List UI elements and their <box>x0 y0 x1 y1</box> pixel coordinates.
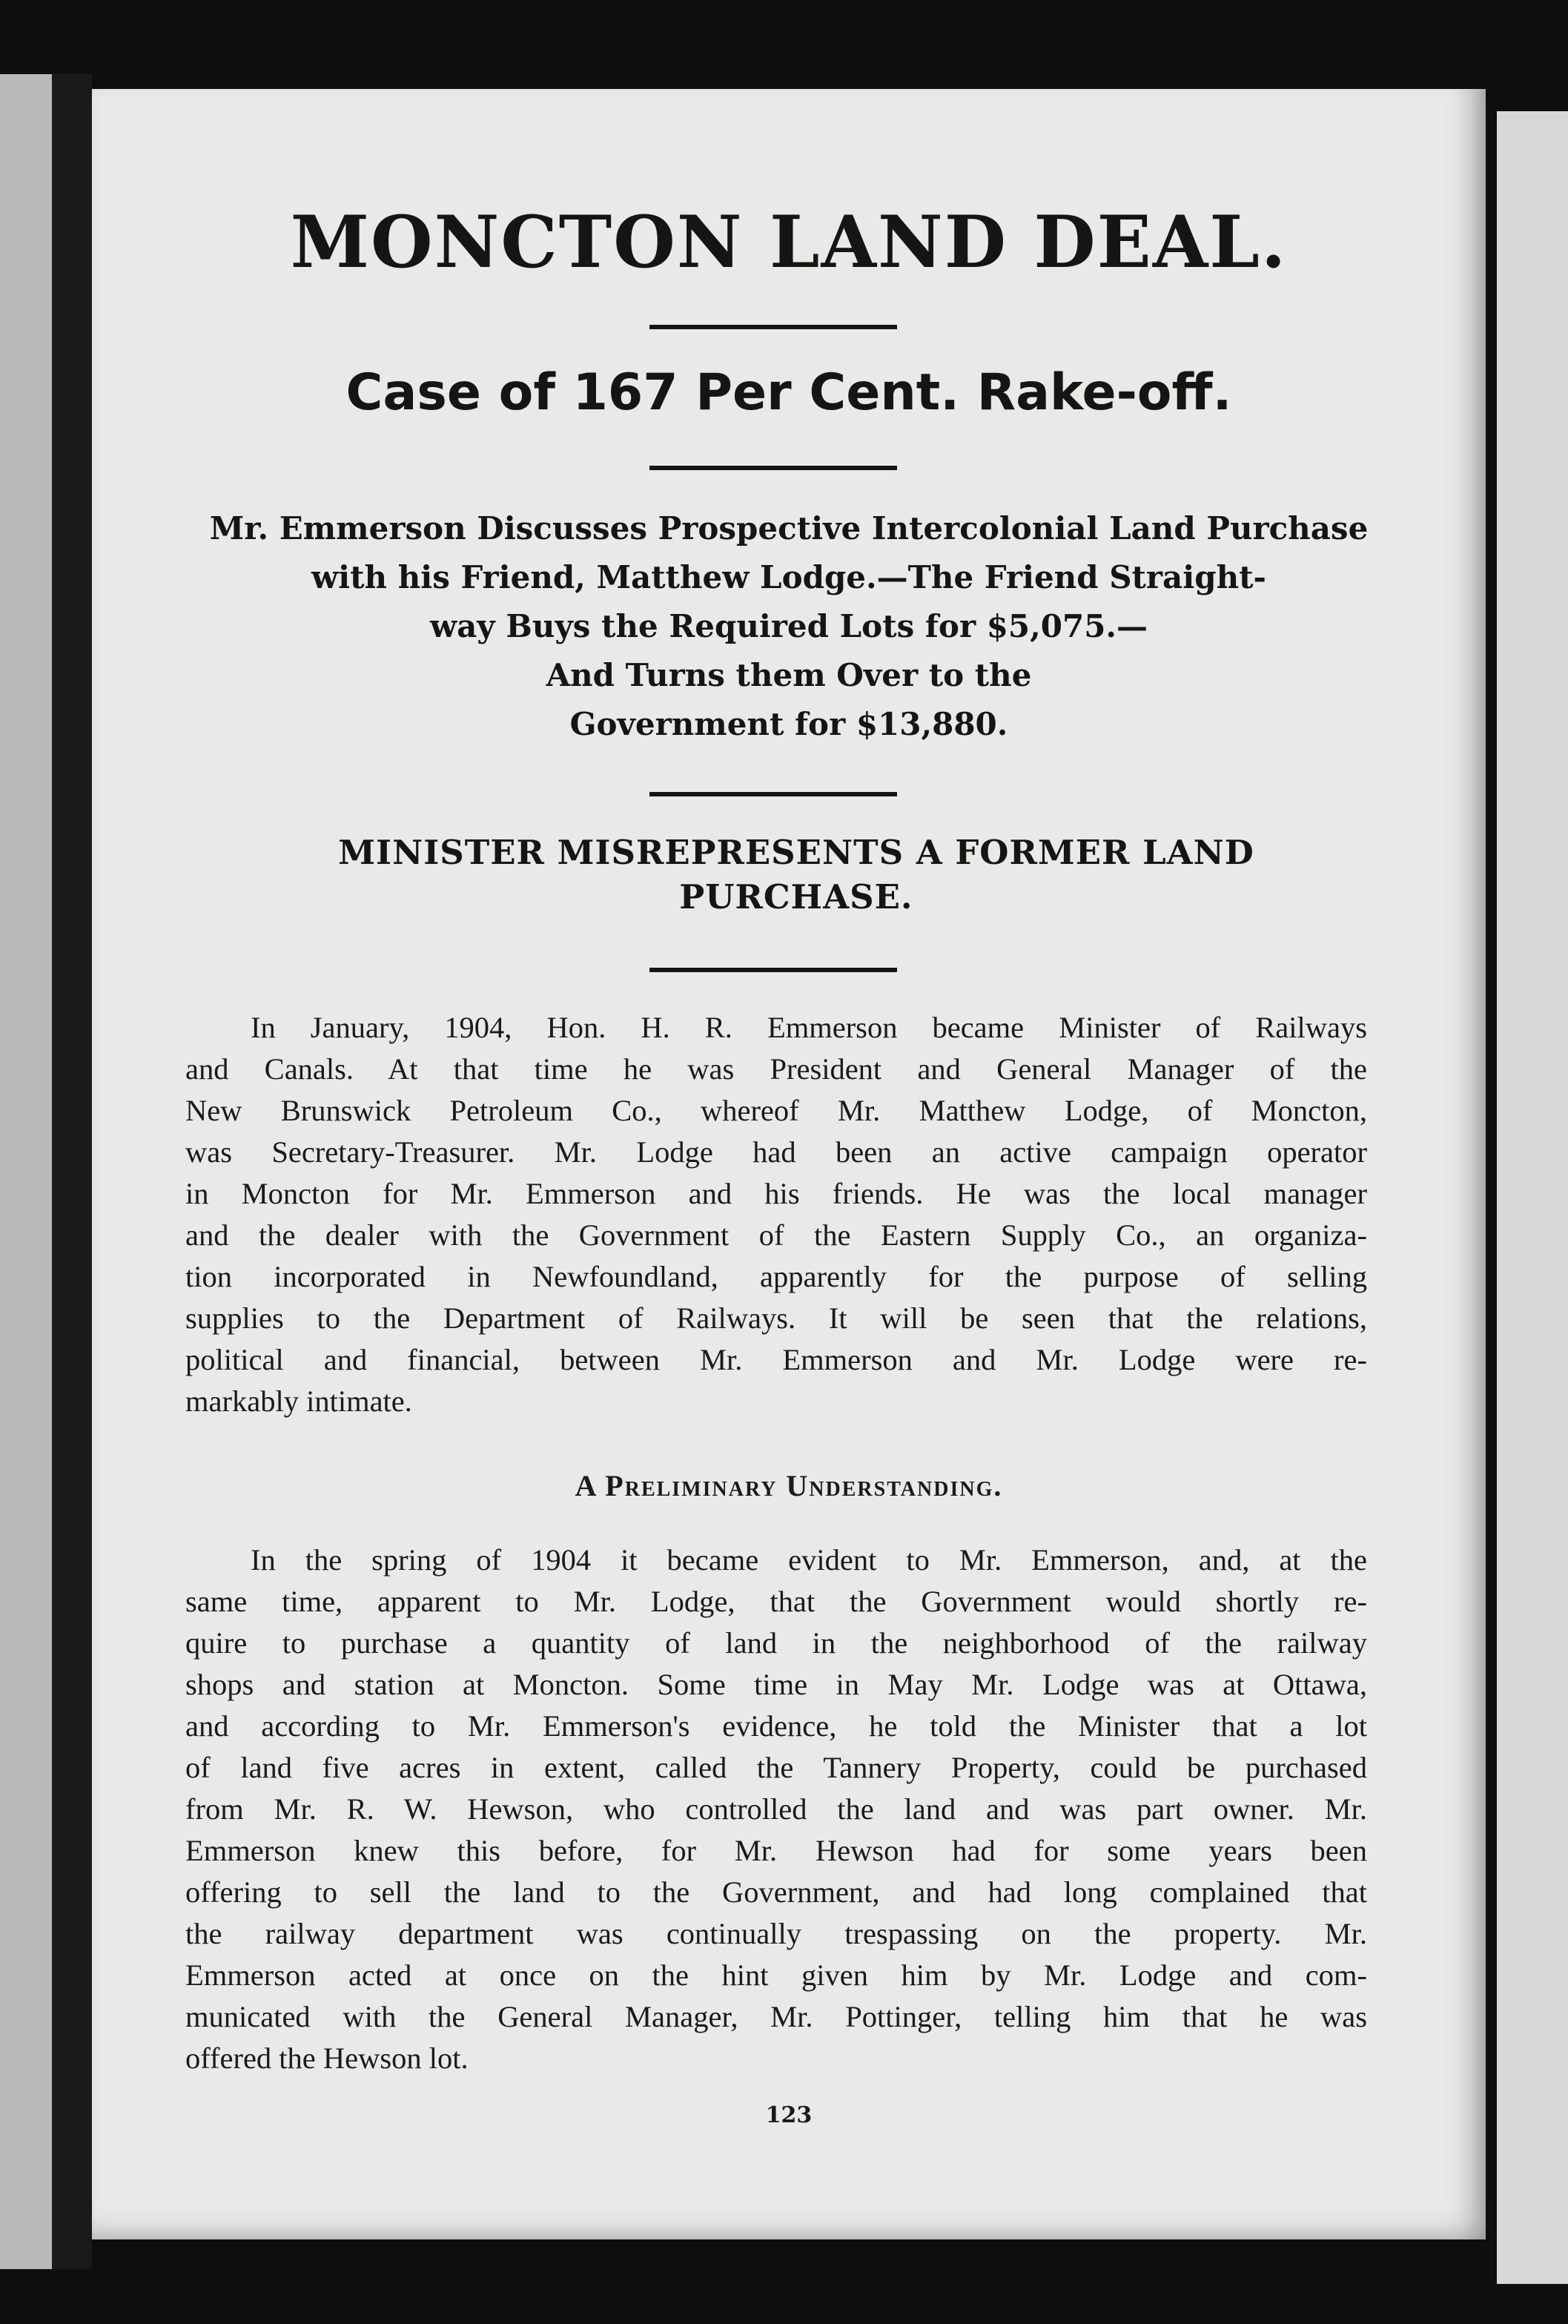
text-line: supplies to the Department of Railways. It will be seen that the relations, <box>185 1301 1367 1335</box>
deck-rule <box>649 792 897 796</box>
text-line: was Secretary-Treasurer. Mr. Lodge had been an active campaign operator <box>185 1135 1367 1169</box>
text-line: the railway department was continually trespassing on the property. Mr. <box>185 1917 1367 1950</box>
section-title <box>225 831 1367 920</box>
text-line: tion incorporated in Newfoundland, apparently for the purpose of selling <box>185 1260 1367 1293</box>
document-page <box>92 89 1486 2239</box>
page-number: 123 <box>765 2102 813 2128</box>
deck-summary <box>166 504 1412 749</box>
section-title-line: PURCHASE. <box>679 877 913 917</box>
text-line: of land five acres in extent, called the Tannery Property, could be purchased <box>185 1751 1367 1784</box>
subsection-heading: A Preliminary Understanding. <box>575 1469 1003 1502</box>
text-line: In January, 1904, Hon. H. R. Emmerson became Minister of Railways <box>251 1011 1367 1044</box>
page-title: MONCTON LAND DEAL. <box>290 200 1288 284</box>
text-line: New Brunswick Petroleum Co., whereof Mr. Matthew Lodge, of Moncton, <box>185 1094 1367 1127</box>
text-line: In the spring of 1904 it became evident to Mr. Emmerson, and, at the <box>251 1543 1367 1577</box>
text-line: offered the Hewson lot. <box>185 2041 469 2075</box>
text-line: shops and station at Moncton. Some time in May Mr. Lodge was at Ottawa, <box>185 1668 1367 1701</box>
text-line: from Mr. R. W. Hewson, who controlled the land and was part owner. Mr. <box>185 1792 1367 1826</box>
text-line: and according to Mr. Emmerson's evidence, he told the Minister that a lot <box>185 1709 1367 1743</box>
section-title-line: MINISTER MISREPRESENTS A FORMER LAND <box>338 833 1254 872</box>
text-line: and the dealer with the Government of the Eastern Supply Co., an organiza- <box>185 1218 1367 1252</box>
deck-line: Mr. Emmerson Discusses Prospective Intercolonial Land Purchase <box>209 510 1369 547</box>
text-line: political and financial, between Mr. Emmerson and Mr. Lodge were re- <box>185 1343 1367 1376</box>
adjacent-page-edge <box>0 74 52 2269</box>
scan-background-right <box>1497 111 1568 2284</box>
subtitle-rule <box>649 466 897 470</box>
page-subtitle: Case of 167 Per Cent. Rake-off. <box>345 363 1232 422</box>
text-line: markably intimate. <box>185 1384 412 1418</box>
text-line: same time, apparent to Mr. Lodge, that the Government would shortly re- <box>185 1585 1367 1618</box>
text-line: Emmerson acted at once on the hint given him by Mr. Lodge and com- <box>185 1958 1367 1992</box>
deck-line: with his Friend, Matthew Lodge.—The Friend Straight- <box>311 559 1266 595</box>
text-line: quire to purchase a quantity of land in the neighborhood of the railway <box>185 1626 1367 1660</box>
text-line: in Moncton for Mr. Emmerson and his friends. He was the local manager <box>185 1177 1367 1210</box>
text-line: offering to sell the land to the Government, and had long complained that <box>185 1875 1367 1909</box>
text-line: and Canals. At that time he was President and General Manager of the <box>185 1052 1367 1086</box>
paragraph-understanding <box>185 1539 1367 2079</box>
text-line: Emmerson knew this before, for Mr. Hewson had for some years been <box>185 1834 1367 1867</box>
binding-gutter <box>52 74 92 2269</box>
deck-line: And Turns them Over to the <box>546 657 1032 693</box>
title-rule <box>649 325 897 329</box>
paragraph-intro <box>185 1007 1367 1422</box>
section-rule <box>649 968 897 972</box>
deck-line: Government for $13,880. <box>569 706 1008 742</box>
deck-line: way Buys the Required Lots for $5,075.— <box>429 608 1148 644</box>
text-line: municated with the General Manager, Mr. Pottinger, telling him that he was <box>185 2000 1367 2033</box>
